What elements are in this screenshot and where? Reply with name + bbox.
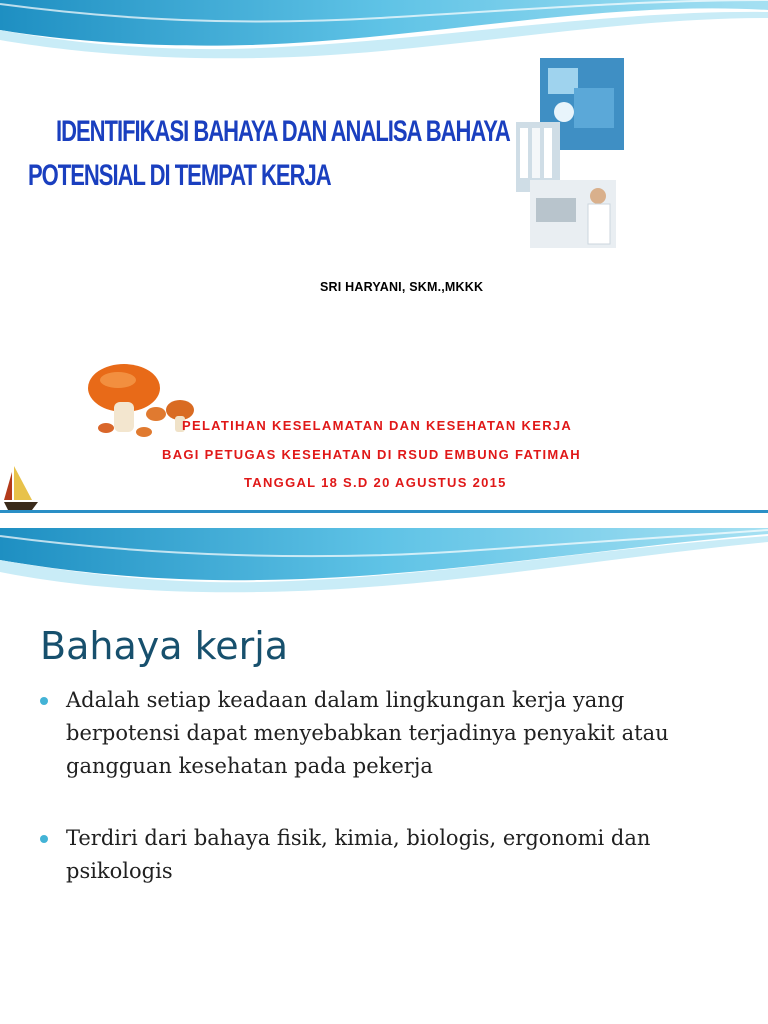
bullet-item [40,822,740,888]
slide-divider-line [0,510,768,513]
slide-title-line-2: POTENSIAL DI TEMPAT KERJA [28,158,331,192]
bullet-dot-icon [40,835,48,843]
header-wave-decoration [0,528,768,608]
sailboat-icon [4,462,38,512]
event-line-3: TANGGAL 18 S.D 20 AGUSTUS 2015 [244,475,507,490]
content-slide [0,528,768,1024]
bullet-dot-icon [40,697,48,705]
slide-heading: Bahaya kerja [40,624,289,668]
bullet-item [40,684,740,783]
author-name: SRI HARYANI, SKM.,MKKK [320,280,484,294]
event-line-1: PELATIHAN KESELAMATAN DAN KESEHATAN KERJA [182,418,573,433]
bullet-text: Adalah setiap keadaan dalam lingkungan kerja yang berpotensi dapat menyebabkan terjadinya penyakit atau gangguan kesehatan pada pekerja [66,688,669,778]
header-wave-decoration [0,0,768,90]
slide-title-line-1: IDENTIFIKASI BAHAYA DAN ANALISA BAHAYA [56,114,510,148]
event-line-2: BAGI PETUGAS KESEHATAN DI RSUD EMBUNG FATIMAH [162,447,581,462]
medical-photos-collage [512,58,624,250]
bullet-text: Terdiri dari bahaya fisik, kimia, biologis, ergonomi dan psikologis [66,826,651,883]
